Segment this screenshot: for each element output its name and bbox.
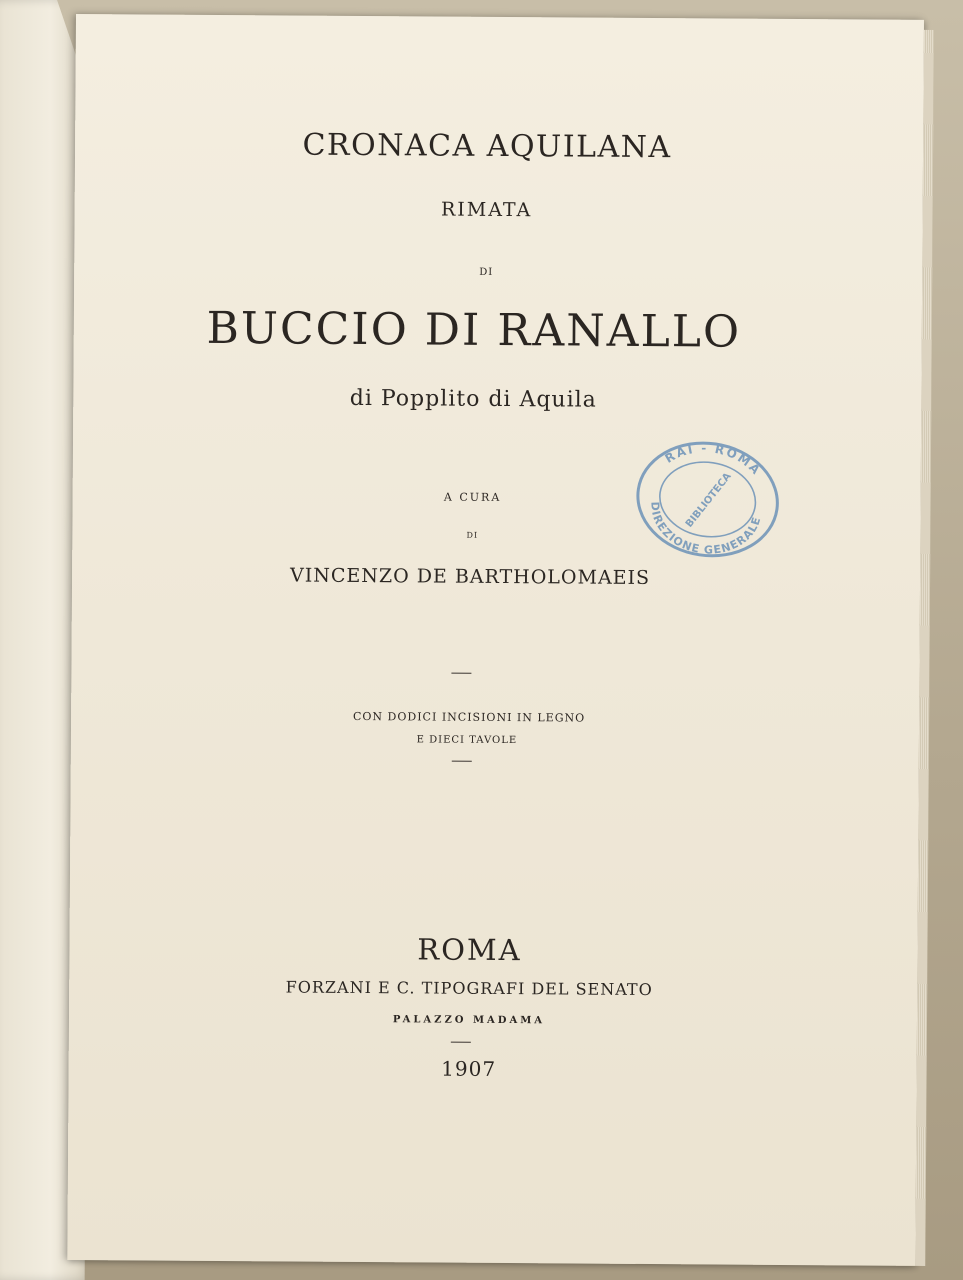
- stamp-bottom-text: DIREZIONE GENERALE: [648, 501, 764, 557]
- library-stamp-icon: [625, 428, 791, 571]
- printer-name: FORZANI E C. TIPOGRAFI DEL SENATO: [285, 977, 653, 1000]
- printer-location: PALAZZO MADAMA: [392, 1014, 546, 1027]
- author-origin: di Popplito di Aquila: [349, 385, 597, 413]
- stamp-inner-text: BIBLIOTECA: [683, 470, 734, 530]
- preposition-di-2: DI: [466, 530, 479, 540]
- divider-rule-1: [451, 673, 471, 674]
- illustrations-note-line-1: CON DODICI INCISIONI IN LEGNO: [352, 709, 586, 725]
- illustrations-note-line-2: E DIECI TAVOLE: [416, 734, 518, 747]
- svg-text:RAI - ROMA: [661, 434, 767, 479]
- edited-by-label: A CURA: [443, 490, 502, 504]
- stamp-outer-text: RAI - ROMA: [662, 441, 764, 479]
- publication-year: 1907: [441, 1056, 497, 1081]
- publication-city: ROMA: [417, 932, 522, 968]
- author-name: BUCCIO DI RANALLO: [206, 302, 742, 358]
- editor-name: VINCENZO DE BARTHOLOMAEIS: [289, 564, 651, 590]
- preposition-di-1: DI: [479, 266, 494, 278]
- title-page: [67, 14, 924, 1266]
- title-line-2: RIMATA: [440, 198, 533, 222]
- divider-rule-3: [451, 1042, 471, 1043]
- divider-rule-2: [452, 761, 472, 762]
- title-line-1: CRONACA AQUILANA: [302, 127, 672, 166]
